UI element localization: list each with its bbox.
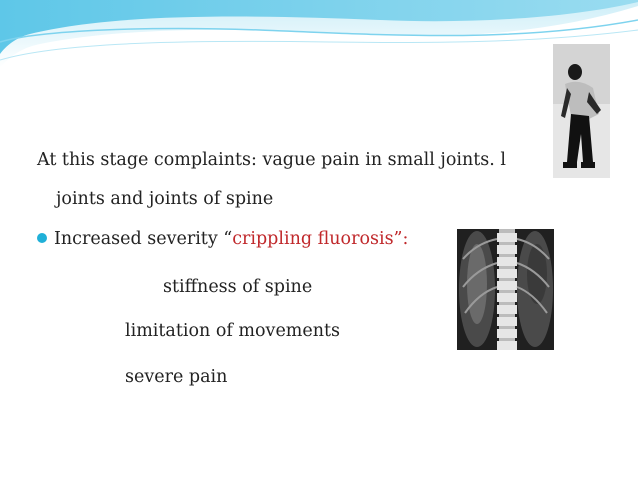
bullet-item	[37, 228, 408, 250]
bullet-icon	[37, 233, 47, 243]
sub-item-limitation: limitation of movements	[125, 321, 341, 341]
patient-photo	[553, 44, 610, 178]
header-wave-decoration	[0, 0, 638, 80]
highlight-term: crippling fluorosis”:	[232, 229, 409, 249]
sub-item-severe-pain: severe pain	[125, 367, 228, 387]
text-line-2: joints and joints of spine	[56, 189, 274, 209]
bullet-text: Increased severity “	[54, 229, 233, 249]
text-line-1: At this stage complaints: vague pain in small joints. l	[37, 150, 506, 170]
sub-item-stiffness: stiffness of spine	[163, 277, 313, 297]
spine-xray-image	[457, 229, 554, 350]
